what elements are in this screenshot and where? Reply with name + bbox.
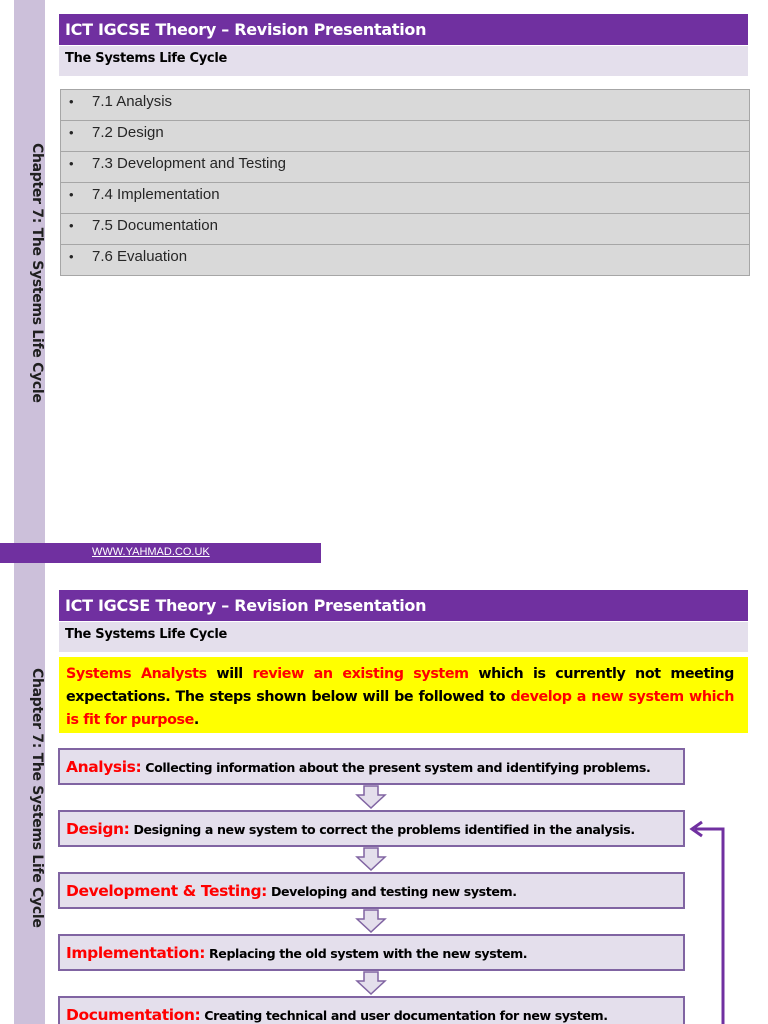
intro-part: which is currently not meeting expectations. The steps shown below will be followed to — [66, 666, 735, 705]
stage-description: Designing a new system to correct the problems identified in the analysis. — [129, 822, 635, 837]
bullet-icon: • — [69, 125, 74, 140]
intro-part: develop a new system which is fit for purpose — [66, 689, 734, 728]
topic-label: 7.2 Design — [92, 124, 164, 141]
page-title: ICT IGCSE Theory – Revision Presentation — [59, 14, 748, 45]
list-item — [61, 152, 749, 183]
stage-description: Replacing the old system with the new system. — [205, 946, 528, 961]
stage-description: Creating technical and user documentation for new system. — [200, 1008, 608, 1023]
down-arrow-icon — [355, 847, 387, 871]
topic-label: 7.3 Development and Testing — [92, 155, 287, 172]
intro-part: . — [193, 712, 199, 728]
down-arrow-icon — [355, 785, 387, 809]
topic-label: 7.5 Documentation — [92, 217, 218, 234]
intro-part: Systems Analysts — [66, 666, 207, 682]
stage-name: Analysis: — [66, 758, 142, 776]
list-item — [61, 214, 749, 245]
stage-name: Documentation: — [66, 1006, 201, 1024]
topic-list — [60, 89, 750, 276]
bullet-icon: • — [69, 218, 74, 233]
stage-name: Development & Testing: — [66, 882, 267, 900]
stage-name: Implementation: — [66, 944, 206, 962]
page-subtitle: The Systems Life Cycle — [59, 622, 748, 652]
stage-design — [58, 810, 685, 847]
down-arrow-icon — [355, 909, 387, 933]
loop-back-arrow-icon — [685, 815, 735, 1024]
website-link[interactable]: WWW.YAHMAD.CO.UK — [92, 546, 210, 558]
stage-description: Developing and testing new system. — [266, 884, 517, 899]
stage-documentation — [58, 996, 685, 1024]
intro-text — [59, 657, 748, 733]
chapter-side-label: Chapter 7: The Systems Life Cycle — [29, 668, 45, 928]
bullet-icon: • — [69, 187, 74, 202]
intro-part: review an existing system — [252, 666, 469, 682]
stage-development-testing — [58, 872, 685, 909]
list-item — [61, 90, 749, 121]
topic-label: 7.1 Analysis — [92, 93, 173, 110]
stage-implementation — [58, 934, 685, 971]
slide-lifecycle — [0, 545, 768, 1024]
down-arrow-icon — [355, 971, 387, 995]
side-bar — [14, 0, 45, 545]
bullet-icon: • — [69, 156, 74, 171]
stage-name: Design: — [66, 820, 130, 838]
side-bar — [14, 563, 45, 1024]
list-item — [61, 245, 749, 276]
stage-analysis — [58, 748, 685, 785]
intro-part: will — [206, 666, 253, 682]
list-item — [61, 121, 749, 152]
stage-description: Collecting information about the present system and identifying problems. — [141, 760, 651, 775]
topic-label: 7.4 Implementation — [92, 186, 220, 203]
chapter-side-label: Chapter 7: The Systems Life Cycle — [29, 142, 45, 403]
list-item — [61, 183, 749, 214]
footer-bar — [0, 543, 321, 563]
page-title: ICT IGCSE Theory – Revision Presentation — [59, 590, 748, 621]
page-subtitle: The Systems Life Cycle — [59, 46, 748, 76]
topic-label: 7.6 Evaluation — [92, 248, 188, 265]
bullet-icon: • — [69, 249, 74, 264]
bullet-icon: • — [69, 94, 74, 109]
